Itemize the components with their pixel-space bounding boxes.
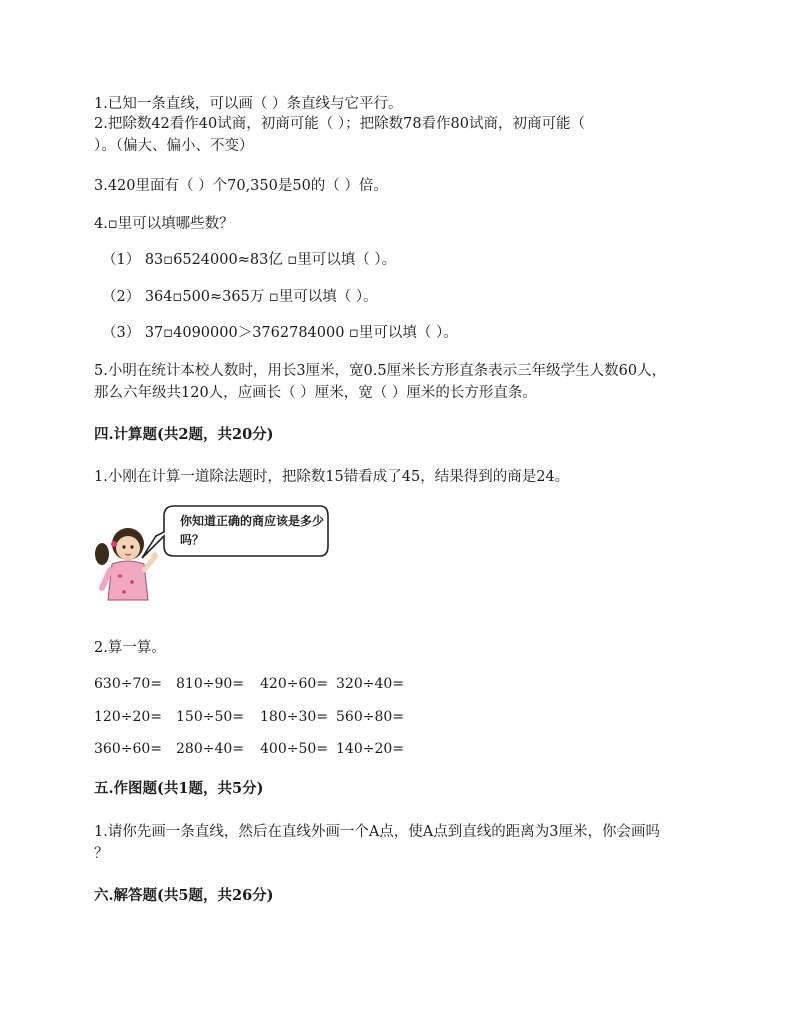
calc-item: 400÷50= bbox=[260, 741, 328, 757]
section-5-question-1-line2: ？ bbox=[94, 846, 109, 862]
section-5-question-1-line1: 1.请你先画一条直线，然后在直线外画一个A点，使A点到直线的距离为3厘米，你会画吗 bbox=[94, 824, 660, 840]
question-2-line2: ）。（偏大、偏小、不变） bbox=[94, 138, 254, 154]
question-4: 4.▫里可以填哪些数？ bbox=[94, 216, 234, 232]
section-4-heading: 四.计算题(共2题，共20分) bbox=[94, 426, 274, 443]
calc-item: 280÷40= bbox=[176, 741, 244, 757]
calc-item: 150÷50= bbox=[176, 709, 244, 725]
question-1: 1.已知一条直线，可以画（ ）条直线与它平行。 bbox=[94, 96, 403, 112]
calc-item: 360÷60= bbox=[94, 741, 162, 757]
calc-item: 630÷70= bbox=[94, 676, 162, 692]
section-4-question-1: 1.小刚在计算一道除法题时，把除数15错看成了45，结果得到的商是24。 bbox=[94, 469, 570, 485]
calc-item: 140÷20= bbox=[336, 741, 404, 757]
calc-item: 560÷80= bbox=[336, 709, 404, 725]
calc-item: 810÷90= bbox=[176, 676, 244, 692]
section-4-question-2: 2.算一算。 bbox=[94, 640, 166, 656]
question-4-part-2: （2） 364▫500≈365万 ▫里可以填（ ）。 bbox=[102, 289, 378, 305]
calc-item: 420÷60= bbox=[260, 676, 328, 692]
question-2-line1: 2.把除数42看作40试商，初商可能（ ）；把除数78看作80试商，初商可能（ bbox=[94, 116, 585, 132]
calc-item: 120÷20= bbox=[94, 709, 162, 725]
calc-item: 320÷40= bbox=[336, 676, 404, 692]
question-4-part-3: （3） 37▫4090000＞3762784000 ▫里可以填（ ）。 bbox=[102, 325, 458, 341]
section-6-heading: 六.解答题(共5题，共26分) bbox=[94, 887, 274, 904]
question-4-part-1: （1） 83▫6524000≈83亿 ▫里可以填（ ）。 bbox=[102, 252, 397, 268]
calc-item: 180÷30= bbox=[260, 709, 328, 725]
section-5-heading: 五.作图题(共1题，共5分) bbox=[94, 780, 264, 797]
question-5-line2: 那么六年级共120人，应画长（ ）厘米，宽（ ）厘米的长方形直条。 bbox=[94, 385, 537, 401]
question-3: 3.420里面有（ ）个70,350是50的（ ）倍。 bbox=[94, 178, 388, 194]
speech-bubble-text: 你知道正确的商应该是多少吗？ bbox=[180, 514, 325, 547]
question-5-line1: 5.小明在统计本校人数时，用长3厘米，宽0.5厘米长方形直条表示三年级学生人数60人， bbox=[94, 363, 667, 379]
